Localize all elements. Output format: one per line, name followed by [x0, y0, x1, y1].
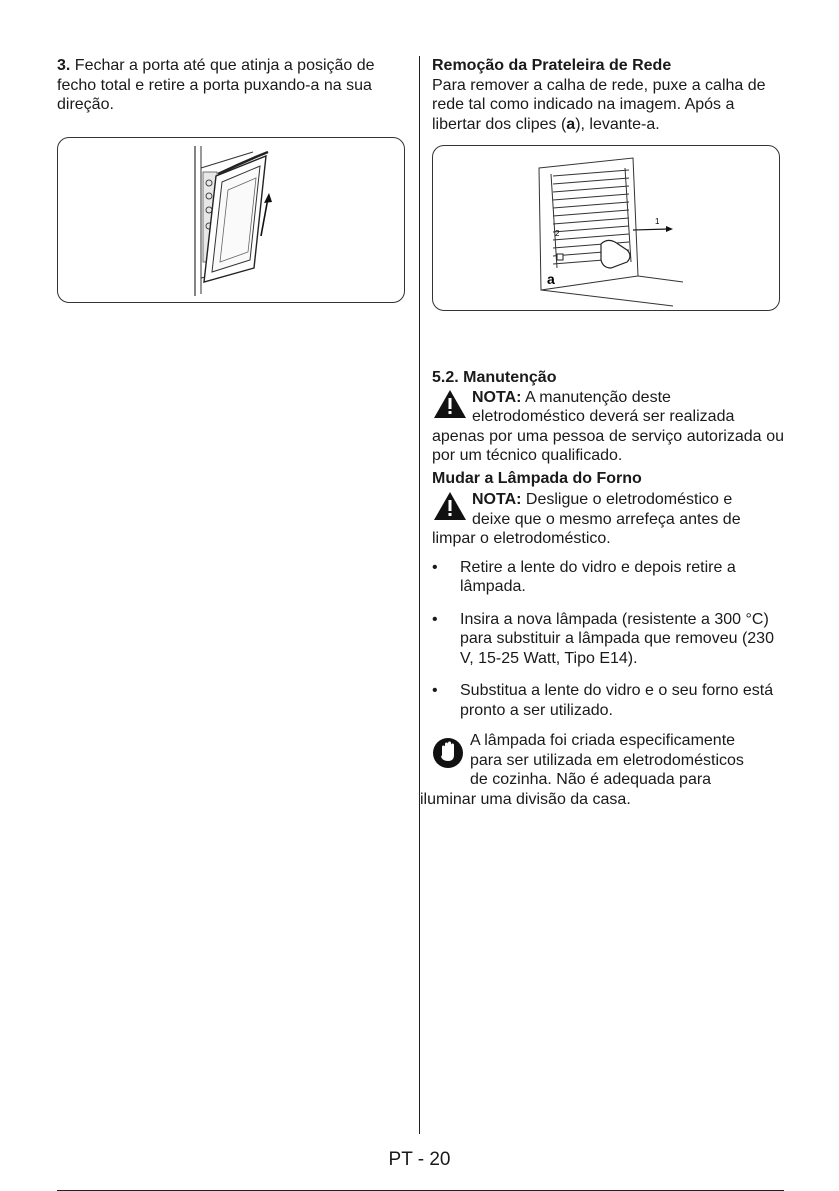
wire-shelf-removal-title: Remoção da Prateleira de Rede: [432, 57, 672, 74]
note-maintenance: NOTA: A manutenção deste eletrodoméstico deverá ser realizada apenas por uma pessoa de serviço autorizada ou por um técnico qualificado.: [432, 388, 784, 464]
info-lamp: A lâmpada foi criada especificamente para ser utilizada em eletrodomésticos de cozinha. Não é adequada para iluminar uma divisão da casa.: [420, 732, 744, 808]
oven-lamp-title: Mudar a Lâmpada do Forno: [432, 469, 642, 487]
figure-label-2: 2: [555, 229, 560, 238]
figure-label-1: 1: [655, 217, 660, 226]
stop-hand-icon: [432, 737, 464, 769]
warning-icon: [432, 490, 468, 522]
note-label: NOTA:: [472, 491, 522, 508]
figure-label-a: a: [547, 271, 555, 287]
list-item: • Substitua a lente do vidro e o seu forno está pronto a ser utilizado.: [432, 682, 774, 719]
oven-door-figure: [57, 137, 405, 303]
note-lamp: NOTA: Desligue o eletrodoméstico e deixe que o mesmo arrefeça antes de limpar o eletrodoméstico.: [432, 490, 784, 549]
column-divider: [419, 56, 420, 1134]
step-number: 3.: [57, 57, 71, 74]
right-column: [420, 56, 784, 809]
wire-shelf-removal-text: Para remover a calha de rede, puxe a calha de rede tal como indicado na imagem. Após a libertar dos clipes (a), levante-a.: [432, 76, 766, 133]
page-number: PT - 20: [388, 1149, 451, 1170]
note-label: NOTA:: [472, 388, 522, 406]
note-text: limpar o eletrodoméstico.: [432, 530, 611, 547]
wire-shelf-illustration: [433, 146, 779, 310]
wire-shelf-figure: [432, 145, 780, 311]
step-3-paragraph: [57, 56, 407, 115]
list-item: • Retire a lente do vidro e depois retire a lâmpada.: [432, 558, 736, 595]
warning-icon: [432, 388, 468, 420]
list-item: • Insira a nova lâmpada (resistente a 300 °C) para substituir a lâmpada que removeu (230 V, 15-25 Watt, Tipo E14).: [432, 610, 774, 667]
oven-door-illustration: [58, 138, 404, 302]
note-text: apenas por uma pessoa de serviço autorizada ou por um técnico qualificado.: [432, 427, 784, 464]
maintenance-title: 5.2. Manutenção: [432, 369, 557, 386]
left-column: [57, 56, 407, 303]
step-text: Fechar a porta até que atinja a posição de fecho total e retire a porta puxando-a na sua direção.: [57, 57, 375, 113]
lamp-steps-list: [432, 558, 784, 721]
